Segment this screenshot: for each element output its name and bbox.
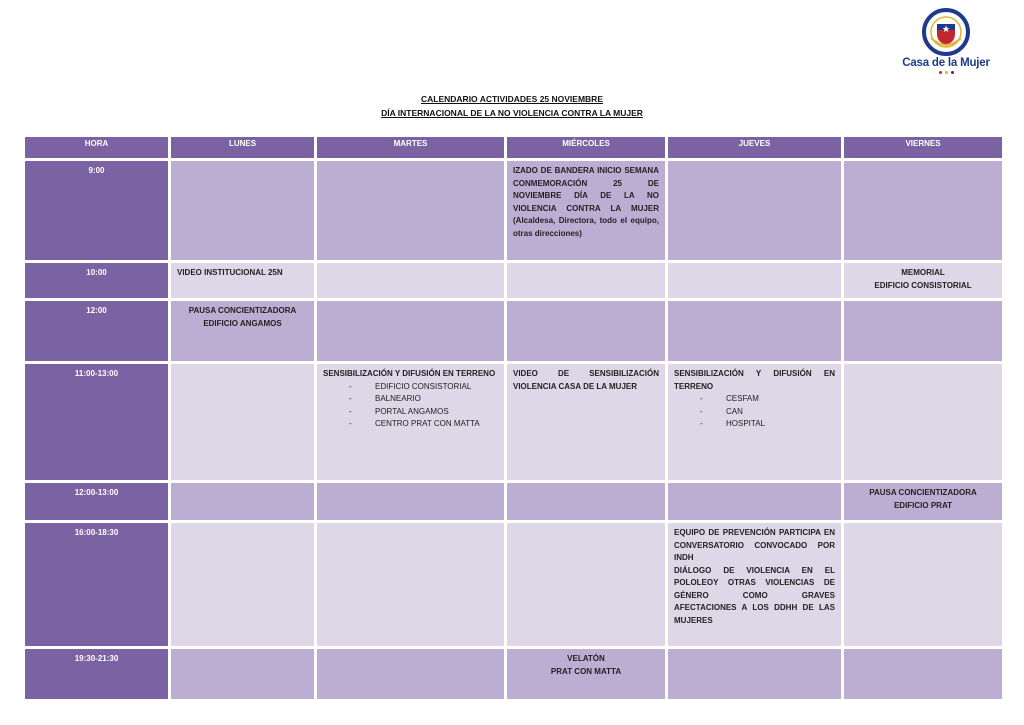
list-item-label: EDIFICIO CONSISTORIAL [375,381,472,391]
cell-martes [317,483,504,520]
table-row [25,649,1002,699]
list-item: - PORTAL ANGAMOS [349,406,498,419]
header-jueves: JUEVES [668,137,841,158]
cell-martes [317,161,504,260]
hour-cell: 19:30-21:30 [25,649,168,699]
schedule-table [22,134,1005,702]
cell-miercoles [507,649,665,699]
event-title: MEMORIAL [901,268,945,277]
event-title: SENSIBILIZACIÓN Y DIFUSIÓN EN TERRENO [674,369,835,391]
event-location: EDIFICIO CONSISTORIAL [874,280,972,290]
location-list [349,381,498,431]
cell-lunes [171,483,314,520]
table-row [25,483,1002,520]
list-item: - CENTRO PRAT CON MATTA [349,418,498,431]
table-row [25,161,1002,260]
event-description: DIÁLOGO DE VIOLENCIA EN EL POLOLEOY OTRAS VIOLENCIAS DE GÉNERO COMO GRAVES AFECTACIONES A LOS DDHH DE LAS MUJERES [674,565,835,625]
cell-lunes [171,364,314,480]
event-title: PAUSA CONCIENTIZADORA [188,306,297,315]
logo-text: Casa de la Mujer [902,57,990,69]
event-title: SENSIBILIZACIÓN Y DIFUSIÓN EN TERRENO [323,369,496,378]
list-item-label: HOSPITAL [726,419,765,428]
list-item: - CESFAM [700,393,835,406]
logo [900,8,992,84]
cell-jueves [668,523,841,646]
cell-jueves [668,301,841,361]
cell-viernes [844,523,1002,646]
header-miercoles: MIÉRCOLES [507,137,665,158]
cell-miercoles [507,301,665,361]
list-item-label: CENTRO PRAT CON MATTA [375,419,480,428]
cell-viernes [844,161,1002,260]
cell-lunes [171,649,314,699]
cell-jueves [668,364,841,480]
list-item: - EDIFICIO CONSISTORIAL [349,381,498,394]
cell-martes [317,301,504,361]
list-item: - BALNEARIO [349,393,498,406]
event-description: EQUIPO DE PREVENCIÓN PARTICIPA EN CONVERSATORIO CONVOCADO POR INDH [674,528,835,562]
table-row [25,301,1002,361]
hour-cell: 16:00-18:30 [25,523,168,646]
cell-viernes [844,263,1002,298]
list-item: - CAN [700,406,835,419]
municipal-seal-icon [922,8,970,56]
cell-jueves [668,263,841,298]
header-hora: HORA [25,137,168,158]
hour-cell: 12:00-13:00 [25,483,168,520]
table-row [25,523,1002,646]
cell-lunes: VIDEO INSTITUCIONAL 25N [171,263,314,298]
table-row [25,364,1002,480]
hour-cell: 9:00 [25,161,168,260]
hour-cell: 10:00 [25,263,168,298]
table-row [25,263,1002,298]
hour-cell: 12:00 [25,301,168,361]
cell-lunes [171,161,314,260]
event-location: EDIFICIO ANGAMOS [203,318,282,328]
cell-lunes [171,301,314,361]
header-lunes: LUNES [171,137,314,158]
cell-jueves [668,161,841,260]
cell-miercoles: IZADO DE BANDERA INICIO SEMANA CONMEMORACIÓN 25 DE NOVIEMBRE DÍA DE LA NO VIOLENCIA CONTRA LA MUJER (Alcaldesa, Directora, todo el equipo, otras direcciones) [507,161,665,260]
document-title: CALENDARIO ACTIVIDADES 25 NOVIEMBRE [421,94,603,104]
cell-miercoles [507,263,665,298]
cell-lunes [171,523,314,646]
logo-dots [900,71,992,74]
cell-viernes [844,483,1002,520]
hour-cell: 11:00-13:00 [25,364,168,480]
list-item-label: CAN [726,406,743,416]
cell-jueves [668,483,841,520]
cell-jueves [668,649,841,699]
document-titles [0,92,1024,120]
list-item-label: PORTAL ANGAMOS [375,406,449,416]
cell-martes [317,364,504,480]
list-item-label: CESFAM [726,394,759,403]
cell-viernes [844,301,1002,361]
cell-viernes [844,649,1002,699]
event-location: EDIFICIO PRAT [893,500,953,510]
event-title: VELATÓN [567,654,605,663]
header-martes: MARTES [317,137,504,158]
cell-martes [317,649,504,699]
cell-miercoles [507,483,665,520]
list-item: - HOSPITAL [700,418,835,431]
header-viernes: VIERNES [844,137,1002,158]
cell-martes [317,263,504,298]
cell-miercoles [507,523,665,646]
list-item-label: BALNEARIO [375,394,421,403]
cell-miercoles: VIDEO DE SENSIBILIZACIÓN VIOLENCIA CASA DE LA MUJER [507,364,665,480]
event-location: PRAT CON MATTA [550,666,622,676]
table-header-row [25,137,1002,158]
cell-martes [317,523,504,646]
location-list [700,393,835,431]
document-subtitle: DÍA INTERNACIONAL DE LA NO VIOLENCIA CONTRA LA MUJER [381,108,643,118]
event-title: PAUSA CONCIENTIZADORA [869,488,977,497]
cell-viernes [844,364,1002,480]
